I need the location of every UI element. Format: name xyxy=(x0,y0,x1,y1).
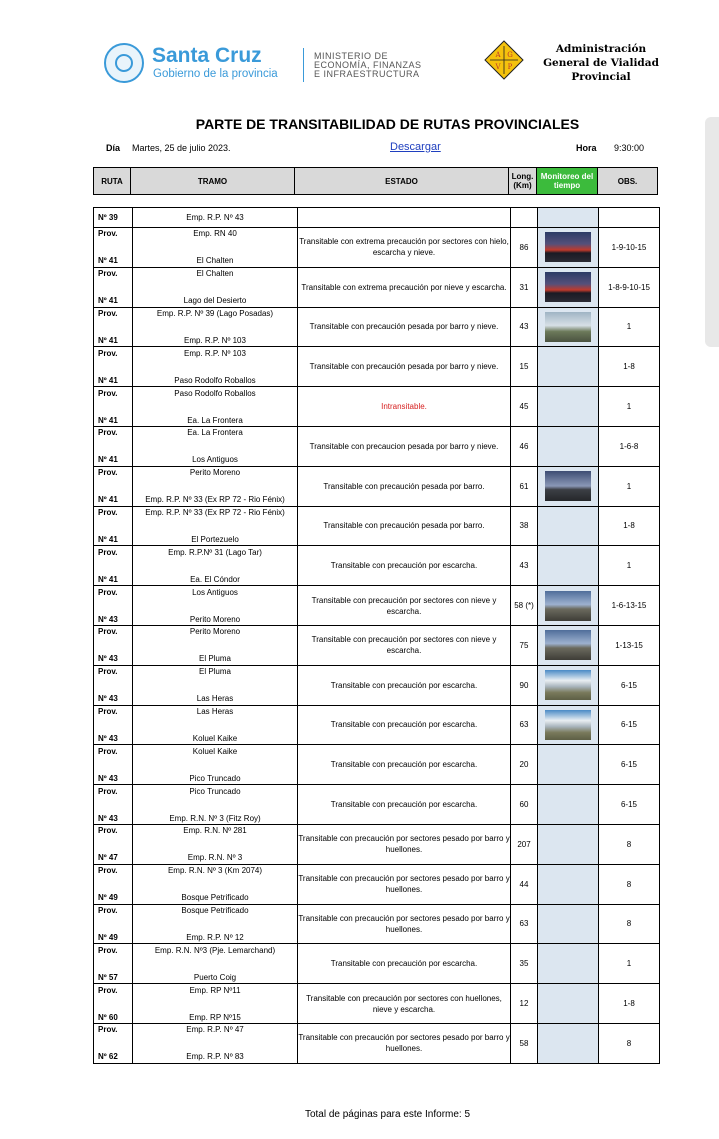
ruta-type: Prov. xyxy=(98,428,118,438)
tramo-from: El Chalten xyxy=(196,269,234,279)
ruta-number: Nº 41 xyxy=(98,495,118,505)
header-ruta: RUTA xyxy=(93,167,131,195)
obs-cell: 1-8 xyxy=(599,984,660,1024)
table-row xyxy=(94,785,660,825)
tramo-to: Los Antiguos xyxy=(192,455,238,465)
monitor-cell xyxy=(538,546,599,586)
header-long-line-1: Long. xyxy=(511,172,534,181)
table-row xyxy=(94,586,660,626)
tramo-from: Emp. R.P. Nº 103 xyxy=(184,348,246,358)
tramo-to: Ea. El Cóndor xyxy=(190,574,240,584)
tramo-from: Emp. R.P. Nº 39 (Lago Posadas) xyxy=(156,308,274,318)
tramo-from: Emp. R.N. Nº 3 (Km 2074) xyxy=(167,866,263,876)
ruta-cell xyxy=(94,625,133,665)
tramo-cell xyxy=(133,904,298,944)
monitor-cell xyxy=(538,1023,599,1063)
table-row xyxy=(94,546,660,586)
ruta-type: Prov. xyxy=(98,507,118,517)
estado-cell: Transitable con precaución pesada por barro. xyxy=(298,466,511,506)
ruta-type: Prov. xyxy=(98,627,118,637)
tramo-to: Bosque Petrificado xyxy=(181,893,249,903)
tramo-to: Las Heras xyxy=(196,694,234,704)
tramo-cell xyxy=(133,665,298,705)
monitor-cell xyxy=(538,586,599,626)
tramo-to: Koluel Kaike xyxy=(192,733,238,743)
estado-cell: Transitable con precaución por sectores con nieve y escarcha. xyxy=(298,625,511,665)
download-link[interactable]: Descargar xyxy=(390,141,441,153)
obs-cell: 1 xyxy=(599,546,660,586)
ruta-cell xyxy=(94,228,133,268)
tramo-from: Emp. R.P. Nº 33 (Ex RP 72 - Rio Fénix) xyxy=(145,507,285,517)
obs-cell xyxy=(599,208,660,228)
tramo-to: Emp. R.N. Nº 3 (Fitz Roy) xyxy=(169,813,261,823)
obs-cell: 8 xyxy=(599,1023,660,1063)
long-cell: 61 xyxy=(511,466,538,506)
tramo-cell xyxy=(133,785,298,825)
tramo-from: Koluel Kaike xyxy=(192,746,238,756)
hour-value: 9:30:00 xyxy=(614,143,645,153)
footer-page-count: Total de páginas para este Informe: 5 xyxy=(304,1109,471,1120)
tramo-cell xyxy=(133,705,298,745)
tramo-cell xyxy=(133,984,298,1024)
brand-title: Santa Cruz xyxy=(152,44,262,67)
long-cell: 38 xyxy=(511,506,538,546)
agvp-letter-a: A xyxy=(495,51,501,59)
ruta-type: Prov. xyxy=(98,547,118,557)
table-row xyxy=(94,745,660,785)
ruta-number: Nº 49 xyxy=(98,893,118,903)
scrollbar[interactable] xyxy=(705,117,719,347)
ruta-cell xyxy=(94,785,133,825)
estado-cell: Transitable con precaución por sectores con huellones, nieve y escarcha. xyxy=(298,984,511,1024)
tramo-cell xyxy=(133,586,298,626)
obs-cell: 1-6-13-15 xyxy=(599,586,660,626)
table-row xyxy=(94,506,660,546)
ruta-number: Nº 49 xyxy=(98,932,118,942)
ruta-number: Nº 43 xyxy=(98,614,118,624)
obs-cell: 6-15 xyxy=(599,705,660,745)
tramo-cell xyxy=(133,267,298,307)
ruta-cell xyxy=(94,1023,133,1063)
ruta-cell xyxy=(94,586,133,626)
obs-cell: 1 xyxy=(599,387,660,427)
long-cell: 35 xyxy=(511,944,538,984)
ruta-number: Nº 43 xyxy=(98,813,118,823)
ruta-cell xyxy=(94,546,133,586)
ruta-number: Nº 60 xyxy=(98,1012,118,1022)
long-cell: 45 xyxy=(511,387,538,427)
long-cell: 46 xyxy=(511,426,538,466)
long-cell: 63 xyxy=(511,904,538,944)
ruta-cell xyxy=(94,984,133,1024)
tramo-cell xyxy=(133,745,298,785)
agvp-name xyxy=(536,42,666,84)
table-row xyxy=(94,426,660,466)
table-row xyxy=(94,347,660,387)
long-cell: 43 xyxy=(511,307,538,347)
tramo-to: Emp. R.P. Nº 33 (Ex RP 72 - Rio Fénix) xyxy=(145,495,285,505)
ruta-type: Prov. xyxy=(98,945,118,955)
ruta-number: Nº 43 xyxy=(98,733,118,743)
long-cell: 63 xyxy=(511,705,538,745)
monitor-cell xyxy=(538,228,599,268)
table-row xyxy=(94,625,660,665)
ruta-number: Nº 41 xyxy=(98,534,118,544)
ruta-type: Prov. xyxy=(98,826,118,836)
monitor-cell xyxy=(538,904,599,944)
tramo-to: Emp. R.N. Nº 3 xyxy=(187,853,243,863)
ruta-cell xyxy=(94,307,133,347)
camera-thumbnail[interactable] xyxy=(545,232,591,262)
tramo-cell xyxy=(133,506,298,546)
estado-cell: Transitable con precaución por sectores pesado por barro y huellones. xyxy=(298,904,511,944)
agvp-name-line-3: Provincial xyxy=(571,71,631,83)
obs-cell: 1-6-8 xyxy=(599,426,660,466)
tramo-from: Paso Rodolfo Roballos xyxy=(174,388,256,398)
ruta-type: Prov. xyxy=(98,468,118,478)
tramo-cell xyxy=(133,228,298,268)
ministry-line-3: E INFRAESTRUCTURA xyxy=(314,69,420,79)
agvp-name-line-2: General de Vialidad xyxy=(543,57,659,69)
long-cell: 86 xyxy=(511,228,538,268)
obs-cell: 1 xyxy=(599,466,660,506)
estado-cell: Transitable con precaución por escarcha. xyxy=(298,546,511,586)
obs-cell: 1 xyxy=(599,944,660,984)
tramo-to: Emp. RP Nº15 xyxy=(189,1012,241,1022)
monitor-cell xyxy=(538,426,599,466)
ruta-type: Prov. xyxy=(98,985,118,995)
camera-thumbnail[interactable] xyxy=(545,312,591,342)
camera-thumbnail[interactable] xyxy=(545,670,591,700)
ruta-cell xyxy=(94,387,133,427)
obs-cell: 6-15 xyxy=(599,785,660,825)
ruta-cell xyxy=(94,705,133,745)
document-title: PARTE DE TRANSITABILIDAD DE RUTAS PROVINCIALES xyxy=(195,116,580,132)
tramo-from: Emp. RN 40 xyxy=(193,229,237,239)
header-long-line-2: (Km) xyxy=(513,181,532,190)
estado-cell: Transitable con precaución por sectores pesado por barro y huellones. xyxy=(298,1023,511,1063)
tramo-from: Ea. La Frontera xyxy=(187,428,243,438)
monitor-cell xyxy=(538,705,599,745)
ruta-type: Prov. xyxy=(98,667,118,677)
camera-thumbnail[interactable] xyxy=(545,471,591,501)
tramo-to: Emp. R.P. Nº 43 xyxy=(186,213,244,222)
monitor-cell xyxy=(538,267,599,307)
ruta-number: Nº 57 xyxy=(98,972,118,982)
ruta-number: Nº 41 xyxy=(98,375,118,385)
table-row xyxy=(94,665,660,705)
table-row-partial xyxy=(94,208,660,228)
obs-cell: 1-8 xyxy=(599,506,660,546)
ruta-cell xyxy=(94,426,133,466)
camera-thumbnail[interactable] xyxy=(545,630,591,660)
day-label: Día xyxy=(106,143,121,153)
tramo-to: Pico Truncado xyxy=(189,773,241,783)
ministry-line-1: MINISTERIO DE xyxy=(314,51,389,61)
ruta-type: Prov. xyxy=(98,308,118,318)
obs-cell: 8 xyxy=(599,864,660,904)
header-obs: OBS. xyxy=(597,167,658,195)
estado-cell: Transitable con precaución pesada por barro. xyxy=(298,506,511,546)
ruta-type: Prov. xyxy=(98,269,118,279)
tramo-to: Paso Rodolfo Roballos xyxy=(174,375,256,385)
table-row xyxy=(94,824,660,864)
ruta-number: Nº 43 xyxy=(98,773,118,783)
monitor-cell xyxy=(538,387,599,427)
table-row xyxy=(94,984,660,1024)
estado-cell: Transitable con precaución pesada por barro y nieve. xyxy=(298,347,511,387)
obs-cell: 6-15 xyxy=(599,665,660,705)
header-monitoreo-line-1: Monitoreo del xyxy=(540,172,594,181)
estado-cell: Intransitable. xyxy=(298,387,511,427)
santa-cruz-logo-icon xyxy=(104,43,144,83)
obs-cell: 1-8 xyxy=(599,347,660,387)
table-row xyxy=(94,307,660,347)
monitor-cell xyxy=(538,307,599,347)
tramo-to: El Portezuelo xyxy=(191,534,239,544)
estado-cell: Transitable con extrema precaución por nieve y escarcha. xyxy=(298,267,511,307)
tramo-cell xyxy=(133,466,298,506)
obs-cell: 1-13-15 xyxy=(599,625,660,665)
monitor-cell xyxy=(538,347,599,387)
tramo-to: Lago del Desierto xyxy=(183,296,247,306)
ruta-number: Nº 41 xyxy=(98,256,118,266)
camera-thumbnail[interactable] xyxy=(545,272,591,302)
long-cell: 60 xyxy=(511,785,538,825)
ruta-type: Prov. xyxy=(98,786,118,796)
estado-cell: Transitable con precaución por escarcha. xyxy=(298,745,511,785)
ruta-number: Nº 47 xyxy=(98,853,118,863)
tramo-cell xyxy=(133,1023,298,1063)
table-row xyxy=(94,267,660,307)
table-row xyxy=(94,1023,660,1063)
header-tramo: TRAMO xyxy=(130,167,295,195)
tramo-from: Las Heras xyxy=(196,706,234,716)
long-cell: 90 xyxy=(511,665,538,705)
ruta-cell xyxy=(94,745,133,785)
estado-cell: Transitable con extrema precaución por sectores con hielo, escarcha y nieve. xyxy=(298,228,511,268)
ruta-cell xyxy=(94,864,133,904)
tramo-cell xyxy=(133,944,298,984)
monitor-cell xyxy=(538,745,599,785)
tramo-cell xyxy=(133,824,298,864)
tramo-from: Perito Moreno xyxy=(189,468,241,478)
ruta-type: Prov. xyxy=(98,905,118,915)
ruta-type: Prov. xyxy=(98,587,118,597)
ruta-cell xyxy=(94,267,133,307)
ruta-number: Nº 41 xyxy=(98,296,118,306)
tramo-from: Emp. R.N. Nº 281 xyxy=(183,826,247,836)
ruta-type: Prov. xyxy=(98,866,118,876)
tramo-to: El Pluma xyxy=(198,654,231,664)
ruta-type: Prov. xyxy=(98,348,118,358)
ruta-type: Prov. xyxy=(98,746,118,756)
ruta-cell xyxy=(94,904,133,944)
tramo-from: Perito Moreno xyxy=(189,627,241,637)
tramo-to: Emp. R.P. Nº 83 xyxy=(186,1052,244,1062)
tramo-cell xyxy=(133,864,298,904)
estado-cell: Transitable con precaución pesada por barro y nieve. xyxy=(298,307,511,347)
monitor-cell xyxy=(538,864,599,904)
long-cell: 44 xyxy=(511,864,538,904)
tramo-from: Emp. RP Nº11 xyxy=(189,985,241,995)
ministry-line-2: ECONOMÍA, FINANZAS xyxy=(314,60,422,70)
ruta-number: Nº 43 xyxy=(98,654,118,664)
ruta-number: Nº 41 xyxy=(98,455,118,465)
monitor-cell xyxy=(538,506,599,546)
tramo-from: Emp. R.P.Nº 31 (Lago Tar) xyxy=(168,547,262,557)
tramo-from: Emp. R.N. Nº3 (Pje. Lemarchand) xyxy=(154,945,276,955)
tramo-cell xyxy=(133,347,298,387)
monitor-cell xyxy=(538,785,599,825)
long-cell: 43 xyxy=(511,546,538,586)
long-cell: 12 xyxy=(511,984,538,1024)
brand-subtitle: Gobierno de la provincia xyxy=(153,68,278,80)
tramo-to: Ea. La Frontera xyxy=(187,415,243,425)
monitor-cell xyxy=(538,944,599,984)
agvp-logo-icon xyxy=(484,40,524,80)
tramo-to: El Chalten xyxy=(196,256,234,266)
monitor-cell xyxy=(538,824,599,864)
ruta-type: Prov. xyxy=(98,388,118,398)
hour-label: Hora xyxy=(576,143,597,153)
obs-cell: 1-8-9-10-15 xyxy=(599,267,660,307)
obs-cell: 1-9-10-15 xyxy=(599,228,660,268)
ruta-cell xyxy=(94,466,133,506)
tramo-cell xyxy=(133,546,298,586)
tramo-cell xyxy=(133,387,298,427)
header-monitoreo xyxy=(536,167,598,195)
ruta-type: Prov. xyxy=(98,1025,118,1035)
long-cell xyxy=(511,208,538,228)
agvp-letter-p: P xyxy=(507,63,513,71)
tramo-cell xyxy=(133,426,298,466)
camera-thumbnail[interactable] xyxy=(545,591,591,621)
long-cell: 207 xyxy=(511,824,538,864)
long-cell: 15 xyxy=(511,347,538,387)
tramo-cell xyxy=(133,208,298,228)
long-cell: 75 xyxy=(511,625,538,665)
tramo-from: Emp. R.P. Nº 47 xyxy=(186,1025,244,1035)
header-monitoreo-line-2: tiempo xyxy=(553,181,581,190)
monitor-cell xyxy=(538,665,599,705)
estado-cell xyxy=(298,208,511,228)
ruta-number: Nº 43 xyxy=(98,694,118,704)
ruta-cell xyxy=(94,665,133,705)
obs-cell: 1 xyxy=(599,307,660,347)
table-row xyxy=(94,944,660,984)
obs-cell: 8 xyxy=(599,824,660,864)
tramo-to: Emp. R.P. Nº 103 xyxy=(184,335,246,345)
header-divider xyxy=(303,48,304,82)
agvp-letter-g: G xyxy=(507,51,513,59)
tramo-cell xyxy=(133,307,298,347)
tramo-from: Pico Truncado xyxy=(189,786,241,796)
table-row xyxy=(94,387,660,427)
long-cell: 20 xyxy=(511,745,538,785)
ruta-number: Nº 41 xyxy=(98,415,118,425)
ruta-number: Nº 62 xyxy=(98,1052,118,1062)
estado-cell: Transitable con precaución por sectores pesado por barro y huellones. xyxy=(298,864,511,904)
tramo-from: Bosque Petrificado xyxy=(181,905,249,915)
obs-cell: 6-15 xyxy=(599,745,660,785)
estado-cell: Transitable con precaución por sectores con nieve y escarcha. xyxy=(298,586,511,626)
ruta-cell xyxy=(94,347,133,387)
ruta-cell xyxy=(94,208,133,228)
table-row xyxy=(94,864,660,904)
agvp-name-line-1: Administración xyxy=(555,43,647,55)
long-cell: 31 xyxy=(511,267,538,307)
agvp-letter-v: V xyxy=(495,63,501,71)
ruta-cell xyxy=(94,824,133,864)
monitor-cell xyxy=(538,625,599,665)
estado-cell: Transitable con precaución por escarcha. xyxy=(298,944,511,984)
header-long xyxy=(508,167,537,195)
ministry-text xyxy=(314,52,422,79)
tramo-from: Los Antiguos xyxy=(192,587,238,597)
tramo-from: El Pluma xyxy=(198,667,231,677)
obs-cell: 8 xyxy=(599,904,660,944)
monitor-cell xyxy=(538,984,599,1024)
long-cell: 58 (*) xyxy=(511,586,538,626)
ruta-number: Nº 41 xyxy=(98,574,118,584)
ruta-type: Prov. xyxy=(98,229,118,239)
table-row xyxy=(94,904,660,944)
ruta-cell xyxy=(94,506,133,546)
estado-cell: Transitable con precaucion pesada por barro y nieve. xyxy=(298,426,511,466)
tramo-to: Perito Moreno xyxy=(189,614,241,624)
tramo-cell xyxy=(133,625,298,665)
ruta-cell xyxy=(94,944,133,984)
tramo-to: Emp. R.P. Nº 12 xyxy=(186,932,244,942)
ruta-type: Prov. xyxy=(98,706,118,716)
long-cell: 58 xyxy=(511,1023,538,1063)
table-row xyxy=(94,705,660,745)
ruta-number: Nº 41 xyxy=(98,335,118,345)
tramo-to: Puerto Coig xyxy=(193,972,237,982)
monitor-cell xyxy=(538,466,599,506)
routes-table xyxy=(93,207,660,1064)
camera-thumbnail[interactable] xyxy=(545,710,591,740)
header-estado: ESTADO xyxy=(294,167,509,195)
table-row xyxy=(94,228,660,268)
estado-cell: Transitable con precaución por sectores pesado por barro y huellones. xyxy=(298,824,511,864)
estado-cell: Transitable con precaución por escarcha. xyxy=(298,665,511,705)
day-value: Martes, 25 de julio 2023. xyxy=(132,143,231,153)
monitor-cell xyxy=(538,208,599,228)
table-row xyxy=(94,466,660,506)
estado-cell: Transitable con precaución por escarcha. xyxy=(298,785,511,825)
ruta-number: Nº 39 xyxy=(98,213,118,222)
estado-cell: Transitable con precaución por escarcha. xyxy=(298,705,511,745)
